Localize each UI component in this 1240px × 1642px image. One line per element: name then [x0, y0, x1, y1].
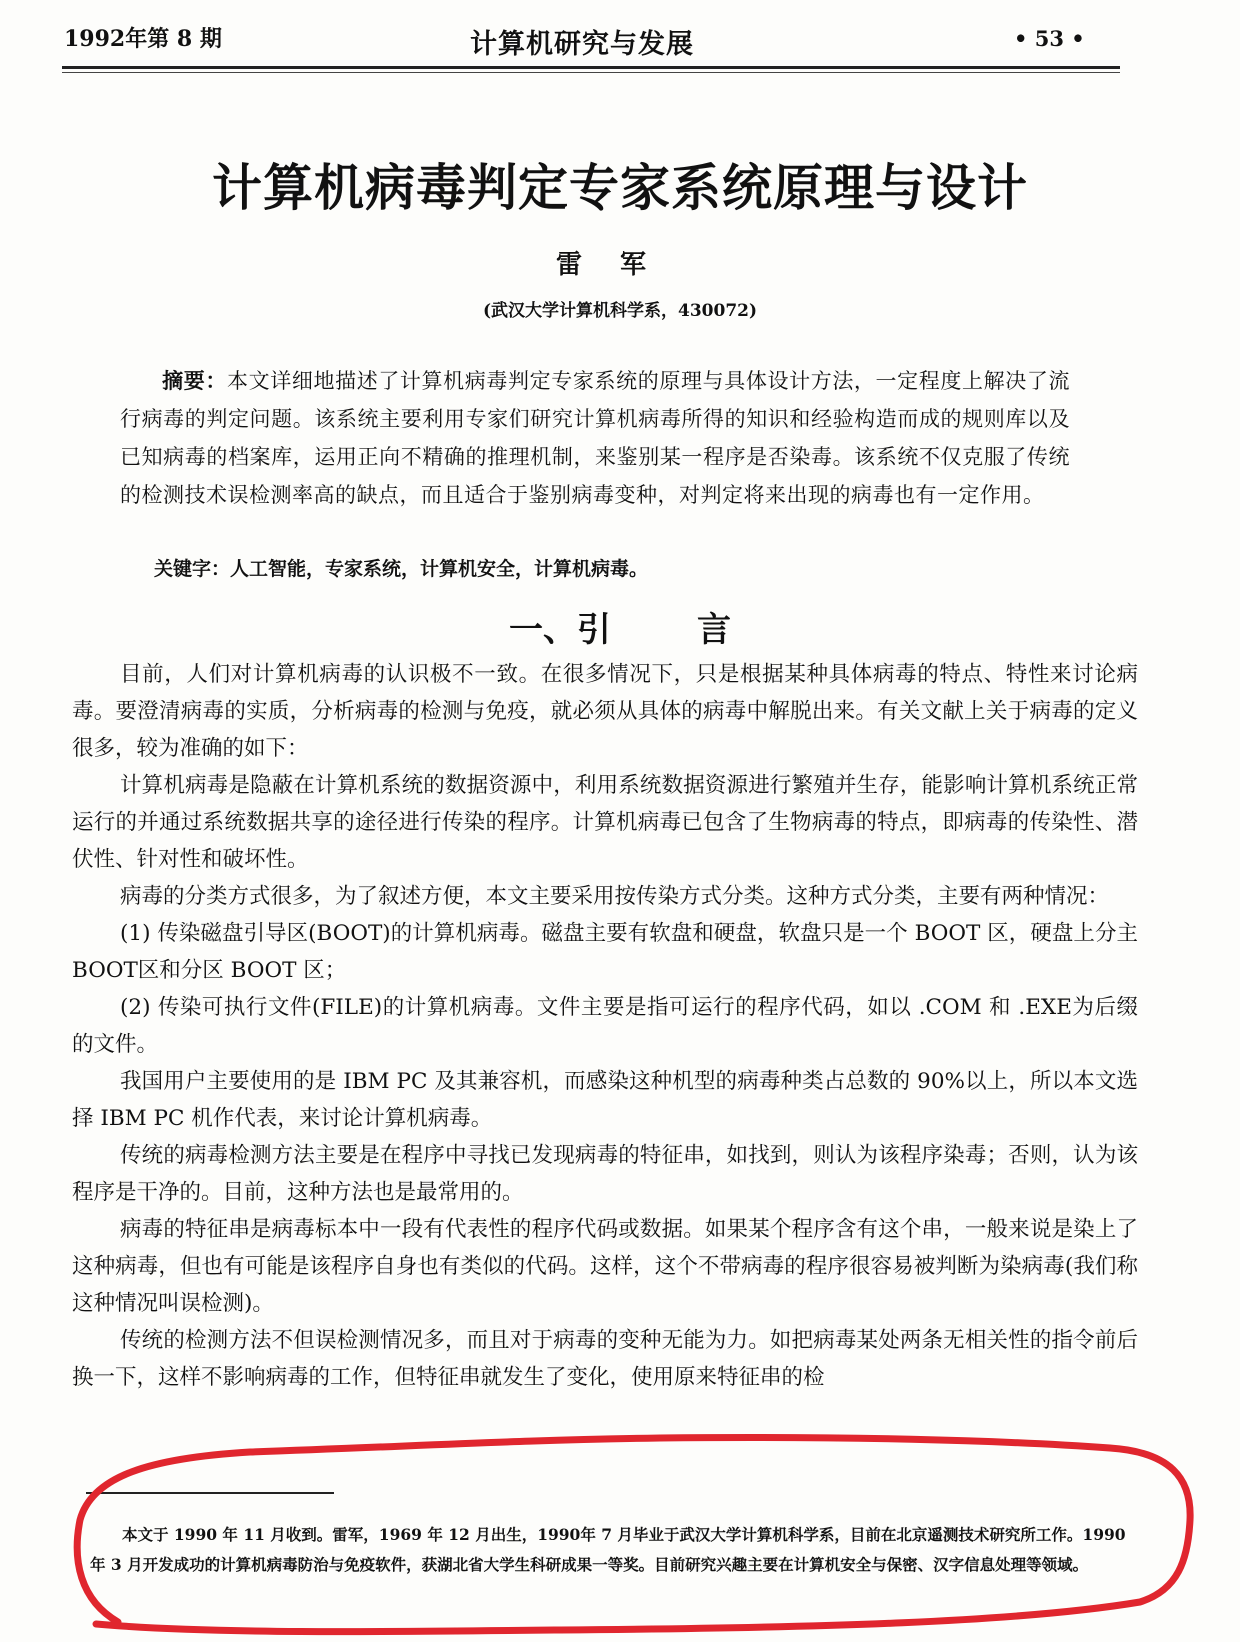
paragraph: (1) 传染磁盘引导区(BOOT)的计算机病毒。磁盘主要有软盘和硬盘，软盘只是一个 BOOT 区，硬盘上分主 BOOT区和分区 BOOT 区；	[72, 921, 1138, 983]
footnote	[90, 1520, 1140, 1580]
footnote-text: 本文于 1990 年 11 月收到。雷军，1969 年 12 月出生，1990年 7 月毕业于武汉大学计算机科学系，目前在北京遥测技术研究所工作。1990 年 3 月开发成功的计算机病毒防治与免疫软件，获湖北省大学生科研成果一等奖。目前研究兴趣主要在计算机安全与保密、汉字信息处理等领域。	[90, 1525, 1126, 1574]
abstract-label: 摘要：	[162, 368, 227, 393]
paragraph: 病毒的分类方式很多，为了叙述方便，本文主要采用按传染方式分类。这种方式分类，主要有两种情况：	[120, 884, 1110, 909]
section-heading-part2: 言	[697, 610, 731, 650]
article-title: 计算机病毒判定专家系统原理与设计	[212, 159, 1028, 217]
journal-name: 计算机研究与发展	[470, 29, 694, 60]
body-text	[72, 656, 1138, 1396]
section-heading-part1: 一、引	[509, 610, 611, 650]
abstract-text: 本文详细地描述了计算机病毒判定专家系统的原理与具体设计方法，一定程度上解决了流行病毒的判定问题。该系统主要利用专家们研究计算机病毒所得的知识和经验构造而成的规则库以及已知病毒的档案库，运用正向不精确的推理机制，来鉴别某一程序是否染毒。该系统不仅克服了传统的检测技术误检测率高的缺点，而且适合于鉴别病毒变种，对判定将来出现的病毒也有一定作用。	[120, 369, 1071, 507]
issue-label: 1992年第 8 期	[64, 26, 222, 52]
page-number: • 53 •	[1014, 26, 1085, 51]
paragraph: 计算机病毒是隐蔽在计算机系统的数据资源中，利用系统数据资源进行繁殖并生存，能影响计算机系统正常运行的并通过系统数据共享的途径进行传染的程序。计算机病毒已包含了生物病毒的特点，即病毒的传染性、潜伏性、针对性和破坏性。	[72, 773, 1138, 872]
author-name: 雷军	[555, 250, 684, 280]
paragraph: 病毒的特征串是病毒标本中一段有代表性的程序代码或数据。如果某个程序含有这个串，一般来说是染上了这种病毒，但也有可能是该程序自身也有类似的代码。这样，这个不带病毒的程序很容易被判断为染病毒(我们称这种情况叫误检测)。	[72, 1217, 1138, 1316]
keywords: 关键字：人工智能，专家系统，计算机安全，计算机病毒。	[154, 558, 649, 580]
paragraph: 传统的病毒检测方法主要是在程序中寻找已发现病毒的特征串，如找到，则认为该程序染毒；否则，认为该程序是干净的。目前，这种方法也是最常用的。	[72, 1143, 1138, 1205]
paragraph: 传统的检测方法不但误检测情况多，而且对于病毒的变种无能为力。如把病毒某处两条无相关性的指令前后换一下，这样不影响病毒的工作，但特征串就发生了变化，使用原来特征串的检	[72, 1328, 1138, 1390]
abstract	[120, 362, 1070, 514]
author-affiliation: (武汉大学计算机科学系，430072)	[482, 301, 758, 321]
footnote-rule	[86, 1492, 334, 1494]
header-rule-thin	[62, 72, 1120, 73]
paragraph: 我国用户主要使用的是 IBM PC 及其兼容机，而感染这种机型的病毒种类占总数的 90%以上，所以本文选择 IBM PC 机作代表，来讨论计算机病毒。	[72, 1069, 1138, 1131]
paragraph: (2) 传染可执行文件(FILE)的计算机病毒。文件主要是指可运行的程序代码，如以 .COM 和 .EXE为后缀的文件。	[72, 995, 1138, 1057]
section-heading	[0, 602, 1240, 651]
paragraph: 目前，人们对计算机病毒的认识极不一致。在很多情况下，只是根据某种具体病毒的特点、特性来讨论病毒。要澄清病毒的实质，分析病毒的检测与免疫，就必须从具体的病毒中解脱出来。有关文献上关于病毒的定义很多，较为准确的如下：	[72, 662, 1138, 761]
header-rule-thick	[62, 66, 1120, 69]
